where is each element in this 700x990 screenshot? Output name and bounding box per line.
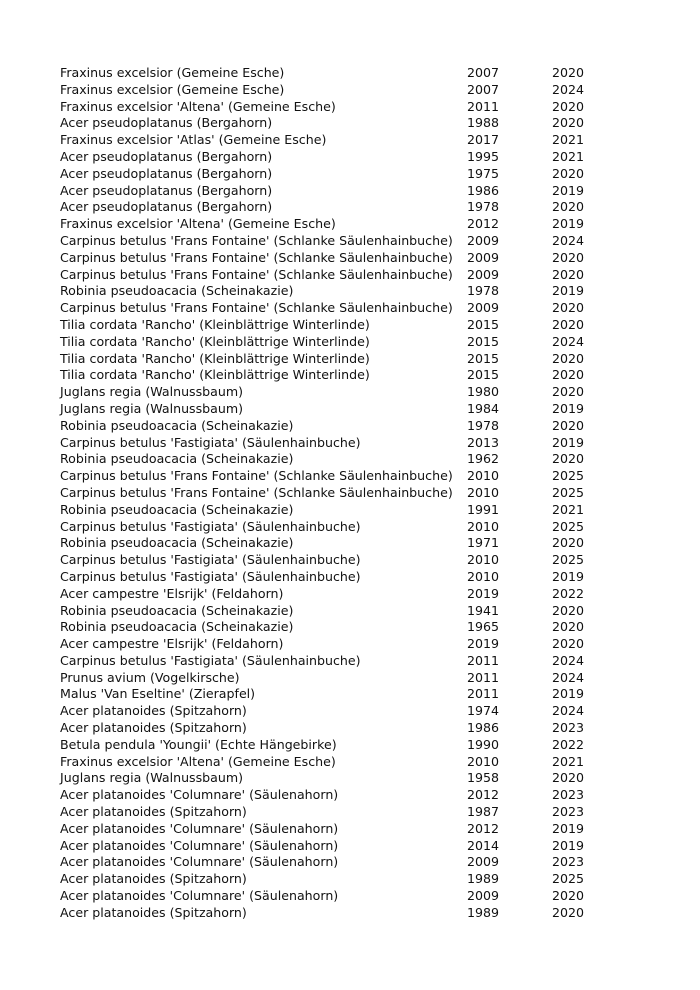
table-row	[60, 871, 660, 888]
planting-year-cell: 2007	[467, 65, 500, 80]
tree-species-cell: Carpinus betulus 'Frans Fontaine' (Schlanke Säulenhainbuche)	[60, 468, 453, 484]
inspection-year-cell: 2025	[552, 518, 585, 534]
table-row	[60, 199, 660, 216]
inspection-year-cell: 2020	[552, 535, 585, 551]
tree-species-cell: Acer platanoides 'Columnare' (Säulenahorn)	[60, 837, 339, 853]
planting-year-cell: 1986	[467, 720, 500, 736]
planting-year-cell: 2011	[467, 686, 500, 702]
inspection-year-cell: 2023	[552, 854, 585, 870]
planting-year-cell: 2009	[467, 854, 500, 870]
planting-year-cell: 2010	[467, 552, 500, 568]
planting-year-cell: 1987	[467, 804, 500, 820]
table-row	[60, 317, 660, 334]
inspection-year-cell: 2019	[552, 182, 585, 198]
table-row	[60, 552, 660, 569]
tree-species-cell: Robinia pseudoacacia (Scheinakazie)	[60, 535, 294, 551]
inspection-year-cell: 2020	[552, 384, 585, 400]
table-row	[60, 451, 660, 468]
inspection-year-cell: 2024	[552, 232, 585, 248]
planting-year-cell: 1978	[467, 199, 500, 215]
planting-year-cell: 1962	[467, 451, 500, 467]
planting-year-cell: 2007	[467, 81, 500, 97]
inspection-year-cell: 2019	[552, 820, 585, 836]
tree-species-cell: Fraxinus excelsior 'Altena' (Gemeine Esche)	[60, 753, 336, 769]
inspection-year-cell: 2019	[552, 837, 585, 853]
tree-species-cell: Acer pseudoplatanus (Bergahorn)	[60, 165, 273, 181]
tree-species-cell: Acer platanoides (Spitzahorn)	[60, 720, 247, 736]
tree-species-cell: Tilia cordata 'Rancho' (Kleinblättrige Winterlinde)	[60, 367, 370, 383]
planting-year-cell: 2009	[467, 888, 500, 904]
planting-year-cell: 1974	[467, 703, 500, 719]
planting-year-cell: 1989	[467, 904, 500, 920]
inspection-year-cell: 2020	[552, 300, 585, 316]
table-row	[60, 216, 660, 233]
tree-species-cell: Acer pseudoplatanus (Bergahorn)	[60, 182, 273, 198]
tree-species-cell: Acer platanoides 'Columnare' (Säulenahorn)	[60, 820, 339, 836]
inspection-year-cell: 2019	[552, 568, 585, 584]
table-row	[60, 65, 660, 82]
inspection-year-cell: 2020	[552, 770, 585, 786]
inspection-year-cell: 2021	[552, 753, 585, 769]
tree-species-cell: Carpinus betulus 'Fastigiata' (Säulenhainbuche)	[60, 552, 361, 568]
table-row	[60, 183, 660, 200]
inspection-year-cell: 2019	[552, 434, 585, 450]
planting-year-cell: 1971	[467, 535, 500, 551]
tree-species-cell: Fraxinus excelsior 'Atlas' (Gemeine Esche)	[60, 132, 327, 148]
inspection-year-cell: 2020	[552, 249, 585, 265]
planting-year-cell: 2017	[467, 132, 500, 148]
tree-species-cell: Carpinus betulus 'Fastigiata' (Säulenhainbuche)	[60, 518, 361, 534]
planting-year-cell: 2009	[467, 300, 500, 316]
table-row	[60, 115, 660, 132]
inspection-year-cell: 2020	[552, 451, 585, 467]
inspection-year-cell: 2020	[552, 619, 585, 635]
inspection-year-cell: 2020	[552, 636, 585, 652]
inspection-year-cell: 2024	[552, 652, 585, 668]
inspection-year-cell: 2021	[552, 501, 585, 517]
inspection-year-cell: 2023	[552, 804, 585, 820]
planting-year-cell: 2012	[467, 216, 500, 232]
table-row	[60, 905, 660, 922]
table-row	[60, 485, 660, 502]
tree-species-cell: Acer campestre 'Elsrijk' (Feldahorn)	[60, 585, 284, 601]
tree-species-cell: Carpinus betulus 'Frans Fontaine' (Schlanke Säulenhainbuche)	[60, 249, 453, 265]
table-row	[60, 468, 660, 485]
table-row	[60, 619, 660, 636]
inspection-year-cell: 2024	[552, 81, 585, 97]
table-row	[60, 82, 660, 99]
table-row	[60, 132, 660, 149]
inspection-year-cell: 2019	[552, 686, 585, 702]
planting-year-cell: 2012	[467, 787, 500, 803]
table-row	[60, 854, 660, 871]
tree-species-cell: Acer pseudoplatanus (Bergahorn)	[60, 199, 273, 215]
table-row	[60, 787, 660, 804]
inspection-year-cell: 2019	[552, 216, 585, 232]
planting-year-cell: 2015	[467, 350, 500, 366]
table-row	[60, 535, 660, 552]
table-row	[60, 334, 660, 351]
planting-year-cell: 2015	[467, 316, 500, 332]
tree-species-cell: Robinia pseudoacacia (Scheinakazie)	[60, 417, 294, 433]
planting-year-cell: 1980	[467, 384, 500, 400]
table-row	[60, 384, 660, 401]
table-row	[60, 519, 660, 536]
inspection-year-cell: 2023	[552, 787, 585, 803]
tree-table	[60, 65, 660, 922]
inspection-year-cell: 2021	[552, 148, 585, 164]
planting-year-cell: 1984	[467, 400, 500, 416]
table-row	[60, 233, 660, 250]
planting-year-cell: 2014	[467, 837, 500, 853]
table-row	[60, 670, 660, 687]
tree-species-cell: Carpinus betulus 'Frans Fontaine' (Schlanke Säulenhainbuche)	[60, 300, 453, 316]
planting-year-cell: 1975	[467, 165, 500, 181]
planting-year-cell: 2010	[467, 468, 500, 484]
tree-species-cell: Tilia cordata 'Rancho' (Kleinblättrige Winterlinde)	[60, 316, 370, 332]
table-row	[60, 351, 660, 368]
tree-species-cell: Acer platanoides (Spitzahorn)	[60, 703, 247, 719]
table-row	[60, 754, 660, 771]
tree-species-cell: Fraxinus excelsior 'Altena' (Gemeine Esche)	[60, 98, 336, 114]
table-row	[60, 250, 660, 267]
inspection-year-cell: 2023	[552, 720, 585, 736]
planting-year-cell: 2013	[467, 434, 500, 450]
inspection-year-cell: 2025	[552, 552, 585, 568]
inspection-year-cell: 2024	[552, 669, 585, 685]
tree-species-cell: Acer platanoides 'Columnare' (Säulenahorn)	[60, 787, 339, 803]
tree-species-cell: Acer platanoides 'Columnare' (Säulenahorn)	[60, 854, 339, 870]
table-row	[60, 838, 660, 855]
table-row	[60, 166, 660, 183]
tree-species-cell: Fraxinus excelsior (Gemeine Esche)	[60, 65, 285, 80]
planting-year-cell: 1965	[467, 619, 500, 635]
tree-species-cell: Malus 'Van Eseltine' (Zierapfel)	[60, 686, 256, 702]
tree-species-cell: Tilia cordata 'Rancho' (Kleinblättrige Winterlinde)	[60, 350, 370, 366]
inspection-year-cell: 2021	[552, 132, 585, 148]
inspection-year-cell: 2020	[552, 98, 585, 114]
tree-species-cell: Robinia pseudoacacia (Scheinakazie)	[60, 451, 294, 467]
table-row	[60, 720, 660, 737]
inspection-year-cell: 2020	[552, 367, 585, 383]
inspection-year-cell: 2020	[552, 888, 585, 904]
planting-year-cell: 2019	[467, 636, 500, 652]
planting-year-cell: 2015	[467, 333, 500, 349]
planting-year-cell: 1958	[467, 770, 500, 786]
inspection-year-cell: 2020	[552, 165, 585, 181]
table-row	[60, 367, 660, 384]
table-row	[60, 418, 660, 435]
inspection-year-cell: 2025	[552, 484, 585, 500]
tree-species-cell: Carpinus betulus 'Fastigiata' (Säulenhainbuche)	[60, 568, 361, 584]
tree-species-cell: Fraxinus excelsior 'Altena' (Gemeine Esche)	[60, 216, 336, 232]
tree-species-cell: Acer pseudoplatanus (Bergahorn)	[60, 148, 273, 164]
table-row	[60, 888, 660, 905]
tree-species-cell: Robinia pseudoacacia (Scheinakazie)	[60, 602, 294, 618]
planting-year-cell: 1995	[467, 148, 500, 164]
tree-species-cell: Carpinus betulus 'Frans Fontaine' (Schlanke Säulenhainbuche)	[60, 266, 453, 282]
inspection-year-cell: 2020	[552, 904, 585, 920]
table-row	[60, 737, 660, 754]
planting-year-cell: 2010	[467, 484, 500, 500]
planting-year-cell: 1991	[467, 501, 500, 517]
inspection-year-cell: 2019	[552, 283, 585, 299]
tree-species-cell: Acer campestre 'Elsrijk' (Feldahorn)	[60, 636, 284, 652]
inspection-year-cell: 2020	[552, 65, 585, 80]
tree-species-cell: Juglans regia (Walnussbaum)	[60, 400, 244, 416]
inspection-year-cell: 2020	[552, 199, 585, 215]
planting-year-cell: 2009	[467, 266, 500, 282]
table-row	[60, 283, 660, 300]
tree-species-cell: Acer platanoides (Spitzahorn)	[60, 804, 247, 820]
tree-species-cell: Acer platanoides 'Columnare' (Säulenahorn)	[60, 888, 339, 904]
inspection-year-cell: 2020	[552, 266, 585, 282]
table-row	[60, 502, 660, 519]
inspection-year-cell: 2020	[552, 350, 585, 366]
tree-species-cell: Carpinus betulus 'Frans Fontaine' (Schlanke Säulenhainbuche)	[60, 484, 453, 500]
tree-species-cell: Robinia pseudoacacia (Scheinakazie)	[60, 501, 294, 517]
planting-year-cell: 2010	[467, 568, 500, 584]
inspection-year-cell: 2024	[552, 703, 585, 719]
table-row	[60, 401, 660, 418]
planting-year-cell: 2015	[467, 367, 500, 383]
tree-species-cell: Fraxinus excelsior (Gemeine Esche)	[60, 81, 285, 97]
planting-year-cell: 2011	[467, 98, 500, 114]
table-row	[60, 267, 660, 284]
table-row	[60, 569, 660, 586]
tree-species-cell: Acer pseudoplatanus (Bergahorn)	[60, 115, 273, 131]
table-row	[60, 435, 660, 452]
table-row	[60, 586, 660, 603]
tree-species-cell: Carpinus betulus 'Fastigiata' (Säulenhainbuche)	[60, 434, 361, 450]
tree-species-cell: Juglans regia (Walnussbaum)	[60, 770, 244, 786]
tree-species-cell: Robinia pseudoacacia (Scheinakazie)	[60, 619, 294, 635]
planting-year-cell: 2009	[467, 232, 500, 248]
tree-species-cell: Tilia cordata 'Rancho' (Kleinblättrige Winterlinde)	[60, 333, 370, 349]
inspection-year-cell: 2022	[552, 736, 585, 752]
inspection-year-cell: 2020	[552, 115, 585, 131]
tree-species-cell: Juglans regia (Walnussbaum)	[60, 384, 244, 400]
table-row	[60, 300, 660, 317]
tree-species-cell: Carpinus betulus 'Frans Fontaine' (Schlanke Säulenhainbuche)	[60, 232, 453, 248]
table-row	[60, 686, 660, 703]
planting-year-cell: 2019	[467, 585, 500, 601]
tree-species-cell: Prunus avium (Vogelkirsche)	[60, 669, 240, 685]
table-row	[60, 821, 660, 838]
inspection-year-cell: 2020	[552, 316, 585, 332]
planting-year-cell: 1988	[467, 115, 500, 131]
planting-year-cell: 2009	[467, 249, 500, 265]
planting-year-cell: 2011	[467, 652, 500, 668]
tree-species-cell: Acer platanoides (Spitzahorn)	[60, 871, 247, 887]
planting-year-cell: 1941	[467, 602, 500, 618]
planting-year-cell: 1978	[467, 417, 500, 433]
inspection-year-cell: 2020	[552, 417, 585, 433]
tree-species-cell: Acer platanoides (Spitzahorn)	[60, 904, 247, 920]
inspection-year-cell: 2025	[552, 871, 585, 887]
table-row	[60, 149, 660, 166]
planting-year-cell: 1989	[467, 871, 500, 887]
planting-year-cell: 1986	[467, 182, 500, 198]
inspection-year-cell: 2022	[552, 585, 585, 601]
table-row	[60, 99, 660, 116]
planting-year-cell: 1978	[467, 283, 500, 299]
table-row	[60, 770, 660, 787]
planting-year-cell: 2011	[467, 669, 500, 685]
inspection-year-cell: 2025	[552, 468, 585, 484]
table-row	[60, 703, 660, 720]
inspection-year-cell: 2024	[552, 333, 585, 349]
planting-year-cell: 2010	[467, 518, 500, 534]
inspection-year-cell: 2020	[552, 602, 585, 618]
planting-year-cell: 2012	[467, 820, 500, 836]
tree-species-cell: Robinia pseudoacacia (Scheinakazie)	[60, 283, 294, 299]
inspection-year-cell: 2019	[552, 400, 585, 416]
planting-year-cell: 2010	[467, 753, 500, 769]
tree-species-cell: Betula pendula 'Youngii' (Echte Hängebirke)	[60, 736, 337, 752]
table-row	[60, 603, 660, 620]
tree-species-cell: Carpinus betulus 'Fastigiata' (Säulenhainbuche)	[60, 652, 361, 668]
table-row	[60, 653, 660, 670]
planting-year-cell: 1990	[467, 736, 500, 752]
table-row	[60, 636, 660, 653]
table-row	[60, 804, 660, 821]
